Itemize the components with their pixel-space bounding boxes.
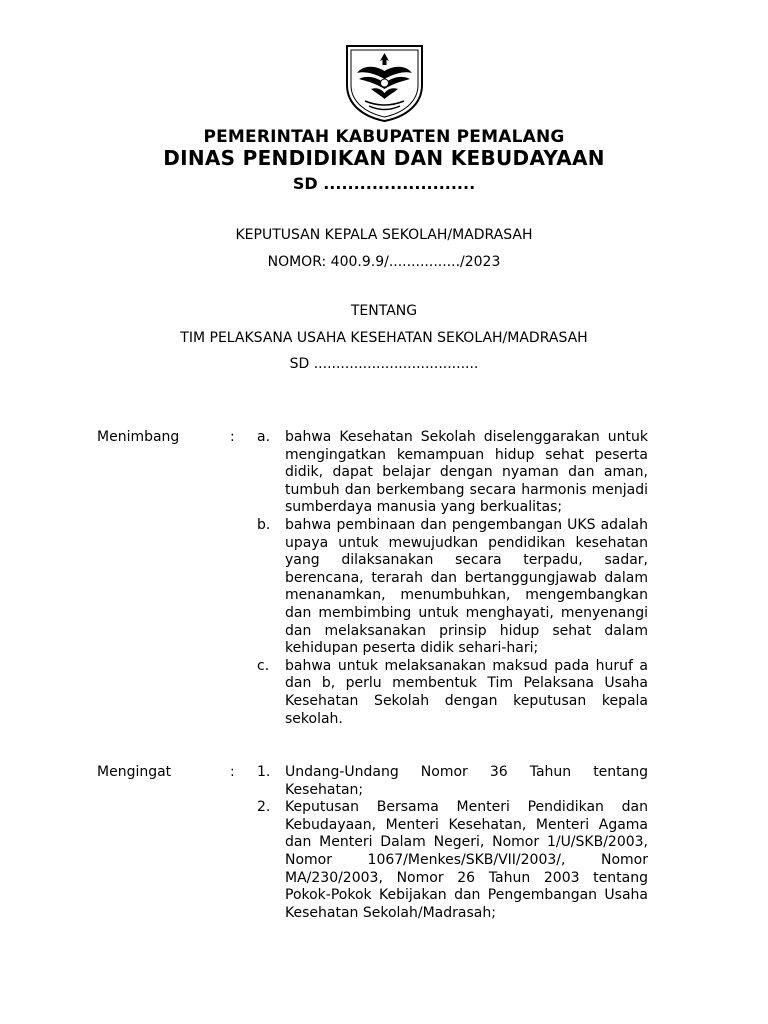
list-item-text: Keputusan Bersama Menteri Pendidikan dan Kebudayaan, Menteri Kesehatan, Menteri Agama dan Menteri Dalam Negeri, Nomor 1/U/SKB/2003, Nomor 1067/Menkes/SKB/VII/2003/, Nomor MA/230/2003, Nomor 26 Tahun 2003 tentang Pokok-Pokok Kebijakan dan Pengembangan Usaha Kesehatan Sekolah/Madrasah; [285, 799, 648, 921]
list-item [97, 429, 657, 517]
section-colon: : [230, 764, 235, 780]
list-item [97, 764, 657, 799]
list-marker: a. [257, 429, 271, 445]
list-item [97, 658, 657, 728]
mengingat-section [97, 764, 657, 922]
list-item-text: Undang-Undang Nomor 36 Tahun tentang Kesehatan; [285, 764, 648, 798]
government-name: PEMERINTAH KABUPATEN PEMALANG [203, 127, 565, 147]
decree-number: NOMOR: 400.9.9/................/2023 [267, 254, 501, 270]
section-label: Mengingat [97, 764, 172, 780]
menimbang-section [97, 429, 657, 728]
list-marker: 1. [257, 764, 271, 780]
regency-emblem-logo [343, 43, 426, 123]
list-item [97, 517, 657, 658]
list-item-text: bahwa pembinaan dan pengembangan UKS adalah upaya untuk mewujudkan pendidikan kesehatan yang dilaksanakan secara terpadu, sadar, berencana, terarah dan bertanggungjawab dalam menanamkan, menumbuhkan, mengembangkan dan membimbing untuk menghayati, menyenangi dan melaksanakan prinsip hidup sehat dalam kehidupan peserta didik sehari-hari; [285, 516, 648, 657]
section-label: Menimbang [97, 429, 180, 445]
decree-subject: TIM PELAKSANA USAHA KESEHATAN SEKOLAH/MADRASAH [180, 330, 588, 346]
department-name: DINAS PENDIDIKAN DAN KEBUDAYAAN [163, 146, 605, 170]
list-marker: 2. [257, 799, 271, 816]
list-item-text: bahwa Kesehatan Sekolah diselenggarakan untuk mengingatkan kemampuan hidup sehat peserta didik, dapat belajar dengan nyaman dan aman, tumbuh dan berkembang secara harmonis menjadi sumberdaya manusia yang berkualitas; [285, 429, 648, 516]
list-marker: c. [257, 657, 270, 674]
decree-title: KEPUTUSAN KEPALA SEKOLAH/MADRASAH [235, 227, 533, 243]
section-colon: : [230, 429, 235, 445]
list-item [97, 799, 657, 922]
decree-about: TENTANG [350, 303, 418, 319]
list-item-text: bahwa untuk melaksanakan maksud pada huruf a dan b, perlu membentuk Tim Pelaksana Usaha Kesehatan Sekolah dengan keputusan kepala sekolah. [285, 657, 648, 727]
school-name-placeholder: SD ......................... [292, 174, 476, 193]
list-marker: b. [257, 516, 271, 533]
decree-school: SD ..................................... [289, 356, 479, 372]
